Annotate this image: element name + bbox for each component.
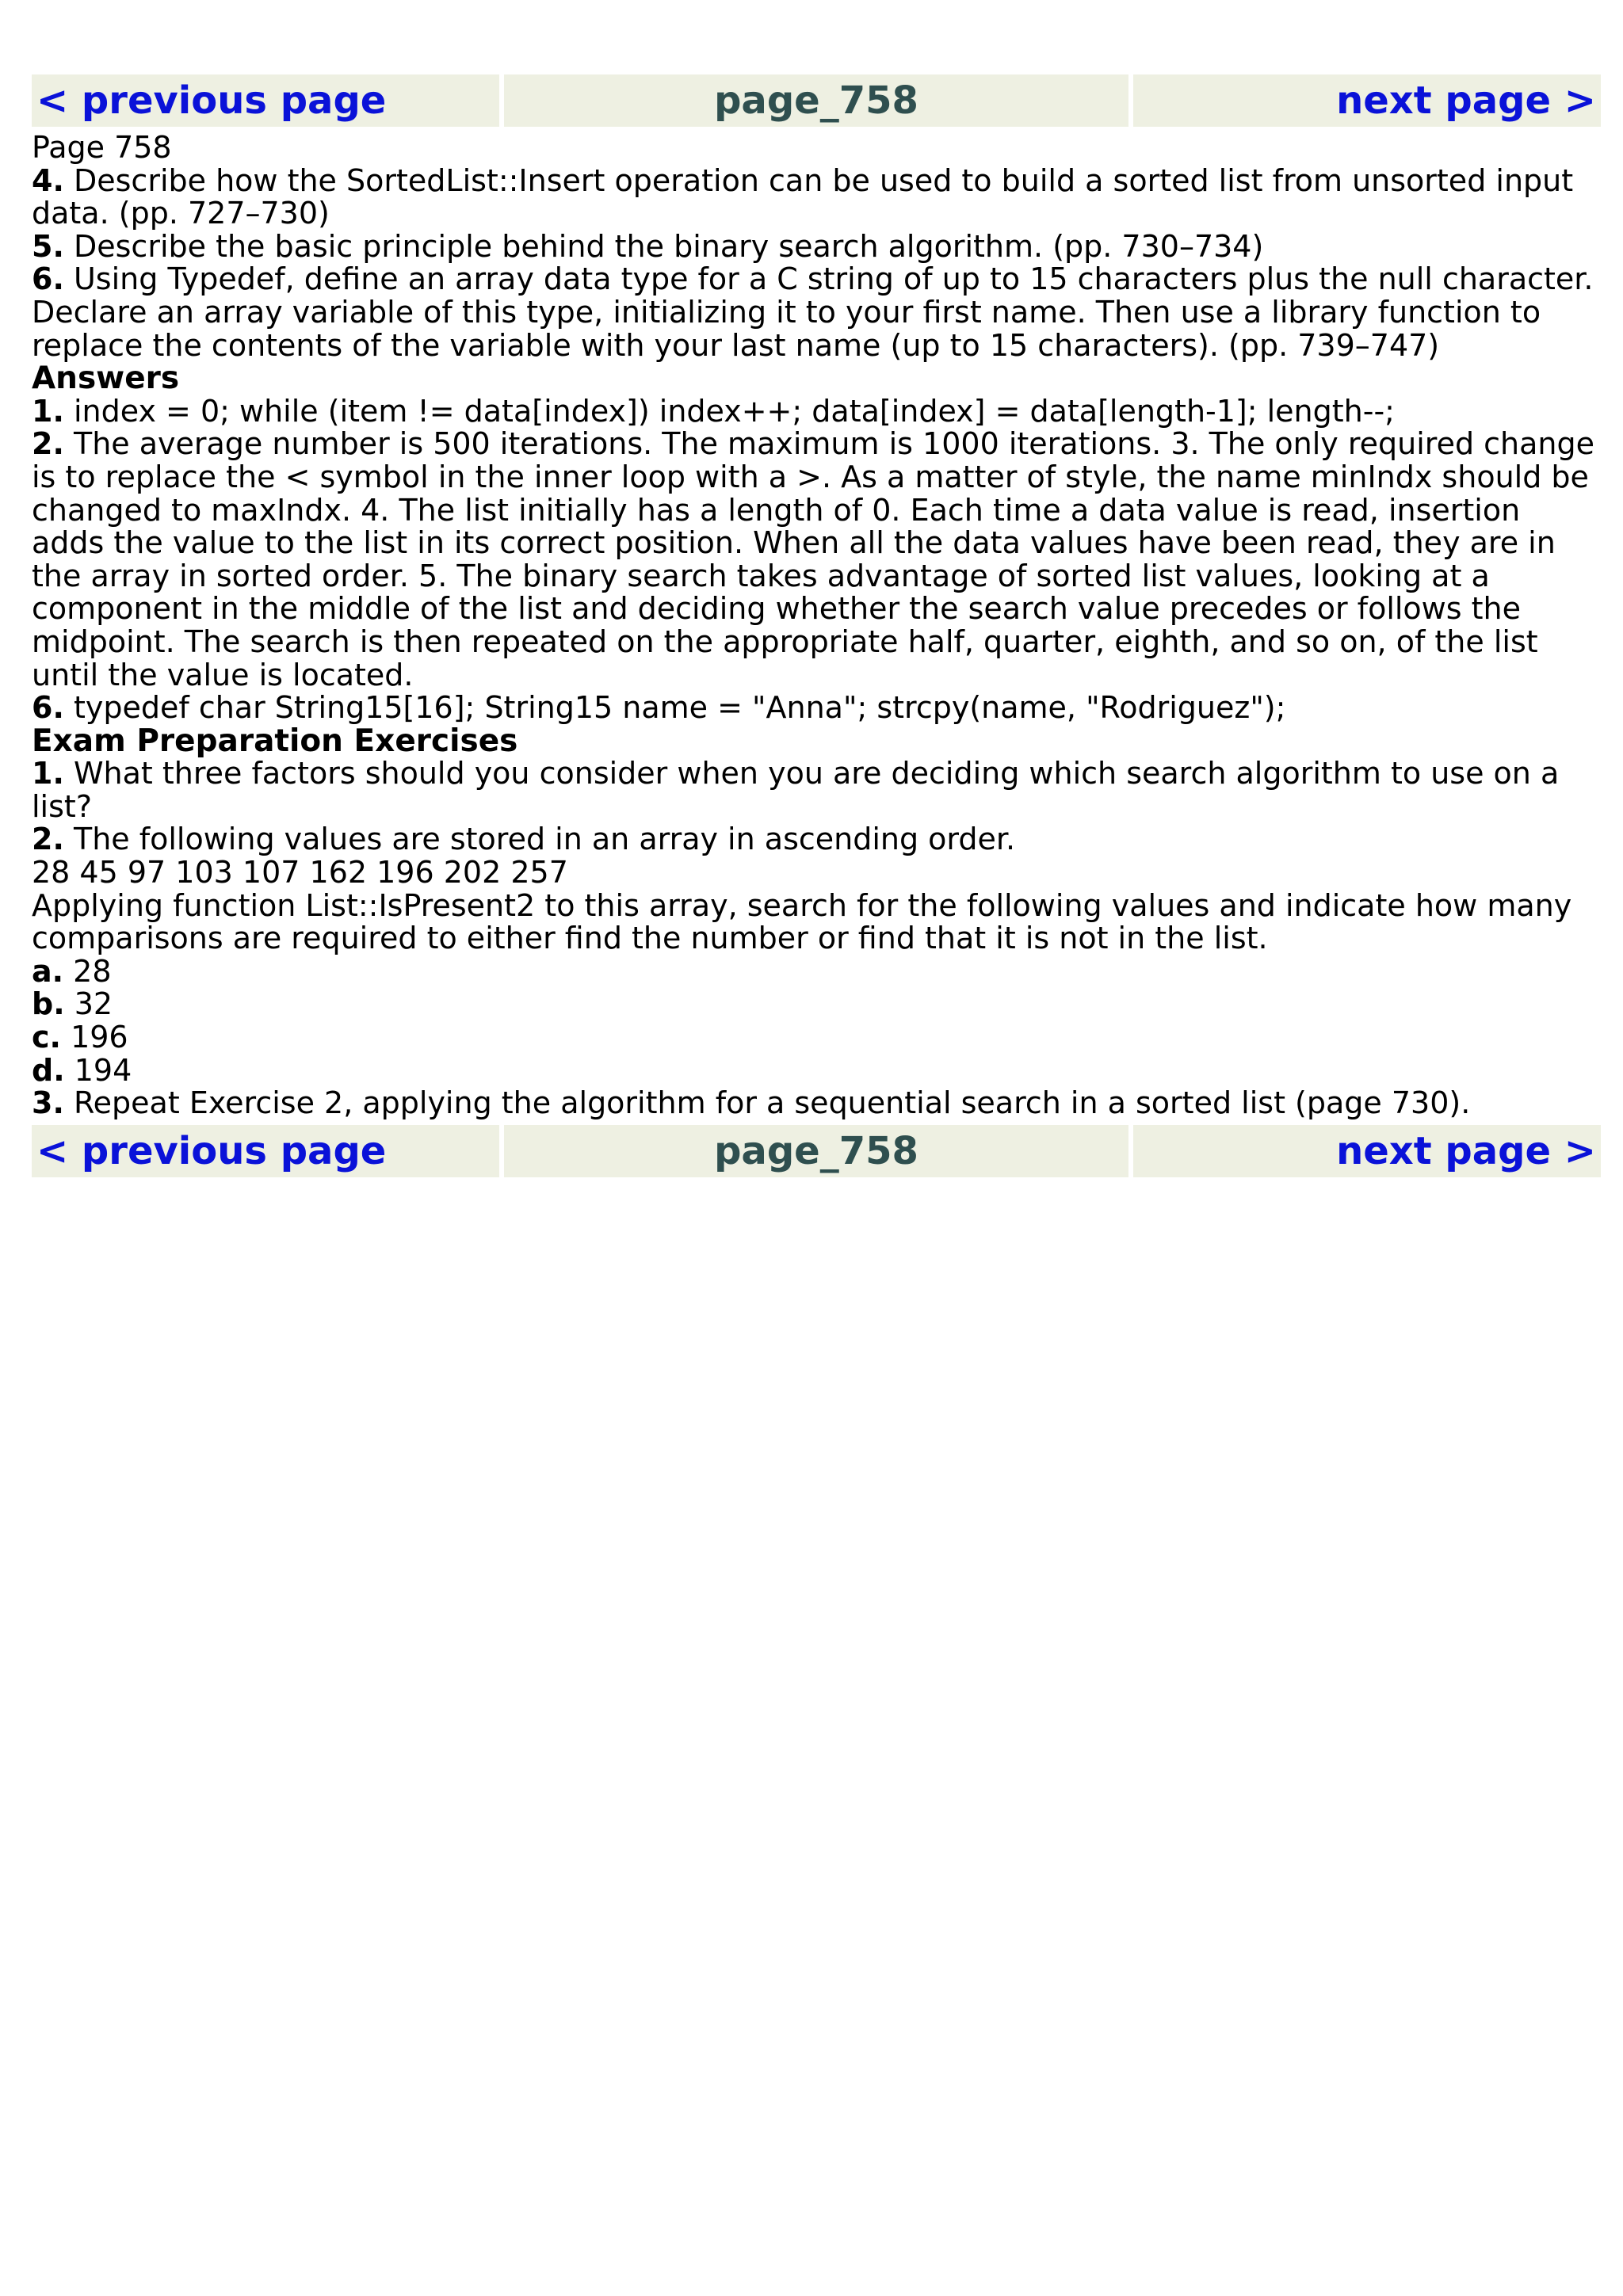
answer-text: index = 0; while (item != data[index]) index++; data[index] = data[length-1]; length--; bbox=[73, 393, 1395, 429]
top-navbar bbox=[32, 74, 1601, 127]
subitem-label: b. bbox=[32, 986, 65, 1022]
page-content bbox=[32, 127, 1601, 1125]
exercise-number: 2. bbox=[32, 822, 64, 857]
exercise-text: What three factors should you consider when you are deciding which search algorithm to use on a list? bbox=[32, 756, 1560, 824]
bottom-navbar bbox=[32, 1125, 1601, 1177]
page-label: page_758 bbox=[504, 1125, 1128, 1177]
answer-number: 6. bbox=[32, 690, 64, 726]
answer-2 bbox=[32, 428, 1601, 692]
page-label: page_758 bbox=[504, 74, 1128, 127]
exercise-1 bbox=[32, 757, 1601, 823]
answers-heading: Answers bbox=[32, 360, 180, 397]
answer-6 bbox=[32, 692, 1601, 725]
answer-text: The average number is 500 iterations. The maximum is 1000 iterations. 3. The only required change is to replace the < symbol in the inner loop with a >. As a matter of style, the name minIndx should be changed to maxIndx. 4. The list initially has a length of 0. Each time a data value is read, insertion adds the value to the list in its correct position. When all the data values have been read, they are in the array in sorted order. 5. The binary search takes advantage of sorted list values, looking at a component in the middle of the list and deciding whether the search value precedes or follows the midpoint. The search is then repeated on the appropriate half, quarter, eighth, and so on, of the list until the value is located. bbox=[32, 426, 1595, 692]
question-text: Describe the basic principle behind the binary search algorithm. (pp. 730–734) bbox=[73, 228, 1264, 264]
exercise-number: 3. bbox=[32, 1085, 64, 1121]
subitem-value: 196 bbox=[71, 1020, 128, 1055]
answer-number: 1. bbox=[32, 393, 64, 429]
question-4 bbox=[32, 162, 1601, 231]
question-5 bbox=[32, 228, 1601, 264]
question-number: 4. bbox=[32, 162, 64, 198]
answer-text: typedef char String15[16]; String15 name = "Anna"; strcpy(name, "Rodriguez"); bbox=[73, 690, 1286, 726]
subitem-b bbox=[32, 988, 1601, 1021]
previous-page-link[interactable]: < previous page bbox=[32, 74, 499, 127]
subitem-value: 28 bbox=[73, 953, 112, 989]
subitem-label: c. bbox=[32, 1020, 61, 1055]
question-number: 6. bbox=[32, 261, 64, 297]
subitem-a bbox=[32, 955, 1601, 989]
next-page-link[interactable]: next page > bbox=[1133, 74, 1601, 127]
answer-1 bbox=[32, 395, 1601, 429]
exercise-3 bbox=[32, 1087, 1601, 1120]
exam-heading: Exam Preparation Exercises bbox=[32, 723, 518, 759]
subitem-label: d. bbox=[32, 1052, 65, 1088]
subitem-d bbox=[32, 1052, 1601, 1088]
exercise-instruction: Applying function List::IsPresent2 to this array, search for the following values and indicate how many comparisons are required to either find the number or find that it is not in the list. bbox=[32, 887, 1572, 956]
subitem-value: 32 bbox=[74, 986, 113, 1022]
exercise-text: Repeat Exercise 2, applying the algorithm for a sequential search in a sorted list (page 730). bbox=[73, 1085, 1471, 1121]
question-text: Describe how the SortedList::Insert operation can be used to build a sorted list from unsorted input data. (pp. 727–730) bbox=[32, 162, 1574, 231]
page-header: Page 758 bbox=[32, 130, 172, 165]
exercise-text: The following values are stored in an array in ascending order. bbox=[73, 822, 1016, 857]
answer-number: 2. bbox=[32, 426, 64, 462]
question-text: Using Typedef, define an array data type for a C string of up to 15 characters plus the null character. Declare an array variable of this type, initializing it to your first name. Then use a library function to replace the contents of the variable with your last name (up to 15 characters). (pp. 739–747) bbox=[32, 261, 1594, 363]
subitem-label: a. bbox=[32, 953, 64, 989]
next-page-link[interactable]: next page > bbox=[1133, 1125, 1601, 1177]
question-6 bbox=[32, 263, 1601, 362]
exercise-2 bbox=[32, 823, 1601, 856]
subitem-value: 194 bbox=[74, 1052, 132, 1088]
previous-page-link[interactable]: < previous page bbox=[32, 1125, 499, 1177]
question-number: 5. bbox=[32, 228, 64, 264]
subitem-c bbox=[32, 1021, 1601, 1055]
page-container bbox=[32, 74, 1601, 1177]
exercise-number: 1. bbox=[32, 756, 64, 791]
values-line: 28 45 97 103 107 162 196 202 257 bbox=[32, 855, 568, 891]
